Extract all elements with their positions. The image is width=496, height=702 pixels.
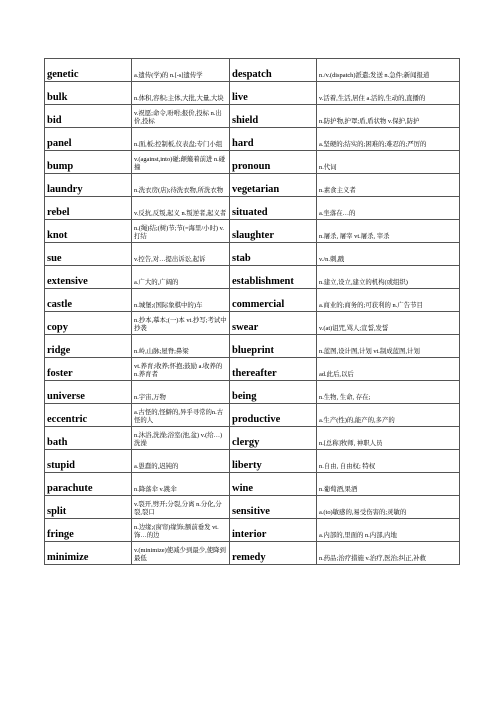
- definition-cell: vt.养育;收养;怀抱;鼓励 a.收养的 n.养育者: [132, 358, 230, 381]
- word-cell: bump: [45, 151, 132, 174]
- table-row: [45, 519, 460, 542]
- definition-cell: n./v.(dispatch)派遣;发送 n.急件;新闻报道: [317, 59, 460, 82]
- definition-cell: n.蓝图,设计图,计划 vt.制成蓝图,计划: [317, 335, 460, 358]
- definition-cell: n.葡萄酒,果酒: [317, 473, 460, 496]
- word-cell: vegetarian: [230, 174, 317, 197]
- table-row: [45, 266, 460, 289]
- table-row: [45, 542, 460, 565]
- vocabulary-table-body: [45, 59, 460, 565]
- word-cell: pronoun: [230, 151, 317, 174]
- definition-cell: n.岭,山脉;屋脊;鼻梁: [132, 335, 230, 358]
- word-cell: parachute: [45, 473, 132, 496]
- word-cell: stab: [230, 243, 317, 266]
- word-cell: copy: [45, 312, 132, 335]
- word-cell: bulk: [45, 82, 132, 105]
- word-cell: laundry: [45, 174, 132, 197]
- word-cell: split: [45, 496, 132, 519]
- definition-cell: v./n.刺,戳: [317, 243, 460, 266]
- definition-cell: n.防护物,护罩;盾,盾状物 v.保护,防护: [317, 105, 460, 128]
- definition-cell: n.生物, 生命, 存在;: [317, 381, 460, 404]
- word-cell: shield: [230, 105, 317, 128]
- table-row: [45, 220, 460, 243]
- definition-cell: n.抄本,摹本;(一)本 vt.抄写;考试中抄袭: [132, 312, 230, 335]
- definition-cell: n.药品;治疗措施 v.治疗,医治;纠正,补救: [317, 542, 460, 565]
- word-cell: live: [230, 82, 317, 105]
- word-cell: sue: [45, 243, 132, 266]
- definition-cell: n.素食主义者: [317, 174, 460, 197]
- definition-cell: v.(against,into)碰;颠簸着前进 n.碰撞: [132, 151, 230, 174]
- word-cell: bath: [45, 427, 132, 450]
- table-row: [45, 381, 460, 404]
- word-cell: universe: [45, 381, 132, 404]
- word-cell: knot: [45, 220, 132, 243]
- definition-cell: a.生产(性)的,能产的,多产的: [317, 404, 460, 427]
- definition-cell: v.控告,对…提出诉讼,起诉: [132, 243, 230, 266]
- table-row: [45, 82, 460, 105]
- definition-cell: n.面,板;控制板,仪表盘;专门小组: [132, 128, 230, 151]
- definition-cell: a.坐落在…的: [317, 197, 460, 220]
- definition-cell: n.边缘;(窗帘)缘饰;额前垂发 vt.饰…的边: [132, 519, 230, 542]
- table-row: [45, 473, 460, 496]
- definition-cell: a.坚硬的;结实的;困难的;难忍的;严厉的: [317, 128, 460, 151]
- definition-cell: n.降落伞 v.跳伞: [132, 473, 230, 496]
- word-cell: swear: [230, 312, 317, 335]
- definition-cell: n.[总称]牧师, 神职人员: [317, 427, 460, 450]
- definition-cell: v.活着,生活,居住 a.活的,生动的,直播的: [317, 82, 460, 105]
- word-cell: thereafter: [230, 358, 317, 381]
- word-cell: sensitive: [230, 496, 317, 519]
- word-cell: foster: [45, 358, 132, 381]
- table-row: [45, 358, 460, 381]
- word-cell: liberty: [230, 450, 317, 473]
- definition-cell: n.建立,设立,建立的机构(或组织): [317, 266, 460, 289]
- definition-cell: ad.此后,以后: [317, 358, 460, 381]
- definition-cell: n.屠杀, 屠宰 vt.屠杀, 宰杀: [317, 220, 460, 243]
- table-row: [45, 496, 460, 519]
- definition-cell: v.裂开,劈开;分裂,分离 n.分化,分裂,裂口: [132, 496, 230, 519]
- table-row: [45, 105, 460, 128]
- table-row: [45, 197, 460, 220]
- table-row: [45, 243, 460, 266]
- word-cell: minimize: [45, 542, 132, 565]
- word-cell: wine: [230, 473, 317, 496]
- definition-cell: a.(to)敏感的,易受伤害的;灵敏的: [317, 496, 460, 519]
- word-cell: castle: [45, 289, 132, 312]
- definition-cell: a.内部的,里面的 n.内部,内地: [317, 519, 460, 542]
- definition-cell: n.体积,容积;主体,大批,大量,大块: [132, 82, 230, 105]
- table-row: [45, 59, 460, 82]
- word-cell: interior: [230, 519, 317, 542]
- definition-cell: v.祝愿;命令,吩咐;报价,投标 n.出价,投标: [132, 105, 230, 128]
- word-cell: extensive: [45, 266, 132, 289]
- word-cell: ridge: [45, 335, 132, 358]
- definition-cell: n.沐浴,洗澡;浴室(池,盆) v.(给…)洗澡: [132, 427, 230, 450]
- definition-cell: a.遗传(学)的 n.[-s]遗传学: [132, 59, 230, 82]
- definition-cell: a.古怪的,怪僻的,异乎寻常的n.古怪的人: [132, 404, 230, 427]
- table-row: [45, 427, 460, 450]
- word-cell: blueprint: [230, 335, 317, 358]
- word-cell: establishment: [230, 266, 317, 289]
- word-cell: situated: [230, 197, 317, 220]
- table-row: [45, 404, 460, 427]
- table-row: [45, 312, 460, 335]
- definition-cell: n.(绳)结;(树)节;节(=海里/小时) v.打结: [132, 220, 230, 243]
- vocabulary-table: [44, 58, 460, 565]
- word-cell: panel: [45, 128, 132, 151]
- definition-cell: v.(minimize)使减少到最少,使降到最低: [132, 542, 230, 565]
- word-cell: hard: [230, 128, 317, 151]
- definition-cell: a.广大的,广阔的: [132, 266, 230, 289]
- definition-cell: n.代词: [317, 151, 460, 174]
- definition-cell: n.宇宙,万物: [132, 381, 230, 404]
- definition-cell: v.反抗,反叛,起义 n.叛逆者,起义者: [132, 197, 230, 220]
- definition-cell: n.洗衣房(店);待洗衣物,所洗衣物: [132, 174, 230, 197]
- word-cell: rebel: [45, 197, 132, 220]
- word-cell: productive: [230, 404, 317, 427]
- definition-cell: n.城堡;(国际象棋中的)车: [132, 289, 230, 312]
- word-cell: genetic: [45, 59, 132, 82]
- word-cell: clergy: [230, 427, 317, 450]
- word-cell: slaughter: [230, 220, 317, 243]
- table-row: [45, 151, 460, 174]
- definition-cell: a.商业的;商务的;可获利的 n.广告节目: [317, 289, 460, 312]
- definition-cell: n.自由, 自由权; 特权: [317, 450, 460, 473]
- table-row: [45, 335, 460, 358]
- definition-cell: a.愚蠢的,迟钝的: [132, 450, 230, 473]
- table-row: [45, 174, 460, 197]
- word-cell: commercial: [230, 289, 317, 312]
- word-cell: stupid: [45, 450, 132, 473]
- table-row: [45, 128, 460, 151]
- table-row: [45, 450, 460, 473]
- definition-cell: v.(at)诅咒,骂人;宣誓,发誓: [317, 312, 460, 335]
- word-cell: eccentric: [45, 404, 132, 427]
- word-cell: despatch: [230, 59, 317, 82]
- word-cell: bid: [45, 105, 132, 128]
- word-cell: fringe: [45, 519, 132, 542]
- word-cell: being: [230, 381, 317, 404]
- table-row: [45, 289, 460, 312]
- word-cell: remedy: [230, 542, 317, 565]
